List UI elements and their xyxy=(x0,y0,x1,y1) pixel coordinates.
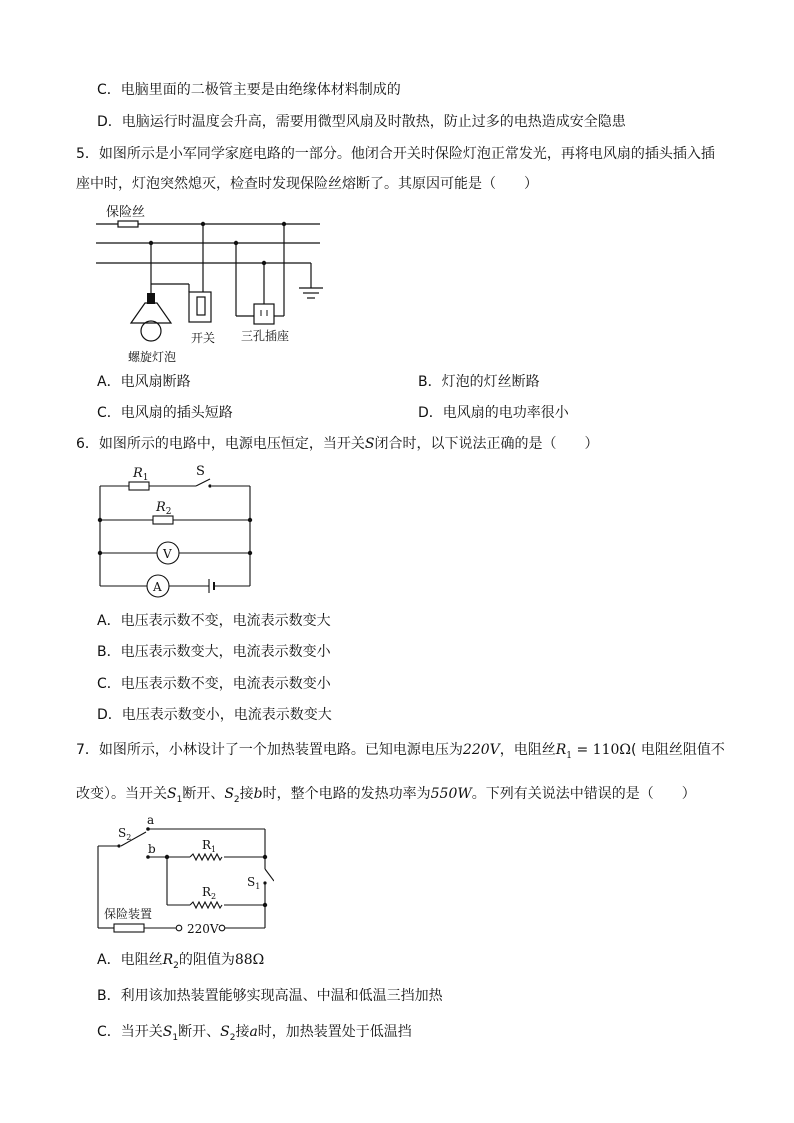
resistor-r2 xyxy=(153,516,173,524)
fuse-symbol xyxy=(118,221,138,227)
q7-option-b: B．利用该加热装置能够实现高温、中温和低温三挡加热 xyxy=(97,988,443,1004)
ammeter-label: A xyxy=(153,580,162,594)
bulb-shade xyxy=(131,303,171,323)
q7-stem-line1: 7．如图所示，小林设计了一个加热装置电路。已知电源电压为220V，电阻丝$R_1 = 110\Omega$( 电阻丝阻值不 xyxy=(76,742,725,761)
s1-label: $S_1$ xyxy=(247,875,261,891)
q6-circuit-diagram xyxy=(96,465,256,600)
q5-stem-line1: 5．如图所示是小军同学家庭电路的一部分。他闭合开关时保险灯泡正常发光，再将电风扇的插头插入插 xyxy=(76,146,715,162)
q5-circuit-diagram xyxy=(96,200,336,365)
r1-label: $R_1$ xyxy=(133,466,149,483)
q5-option-a: A．电风扇断路 xyxy=(97,374,191,390)
s2-label: $S_2$ xyxy=(118,826,132,842)
q6-option-d: D．电压表示数变小，电流表示数变大 xyxy=(97,707,332,723)
node-b-label: b xyxy=(148,842,156,856)
source-voltage-label: 220V xyxy=(187,922,219,936)
voltmeter-label: V xyxy=(163,547,172,561)
q5-option-c: C．电风扇的插头短路 xyxy=(97,405,233,421)
q5-option-d: D．电风扇的电功率很小 xyxy=(418,405,569,421)
q7-option-a: A．电阻丝$R_2$的阻值为88Ω xyxy=(97,952,265,971)
resistor-r1 xyxy=(129,482,149,490)
q4-option-d: D．电脑运行时温度会升高，需要用微型风扇及时散热，防止过多的电热造成安全隐患 xyxy=(97,114,626,130)
protection-device-label: 保险装置 xyxy=(104,907,153,921)
q5-stem-line2: 座中时，灯泡突然熄灭，检查时发现保险丝熔断了。其原因可能是（ ） xyxy=(76,176,538,192)
q6-stem: 6．如图所示的电路中，电源电压恒定，当开关S闭合时，以下说法正确的是（ ） xyxy=(76,436,599,452)
q7-stem-line2: 改变）。当开关$S_1$断开、$S_2$接b时，整个电路的发热功率为550W。下列有关说法中错误的是（ ） xyxy=(76,786,696,805)
socket-label: 三孔插座 xyxy=(241,329,290,343)
q6-option-b: B．电压表示数变大，电流表示数变小 xyxy=(97,644,331,660)
bulb-globe xyxy=(141,321,161,341)
switch-s xyxy=(196,479,210,486)
q6-option-a: A．电压表示数不变，电流表示数变大 xyxy=(97,613,331,629)
q7-option-c: C．当开关$S_1$断开、$S_2$接a时，加热装置处于低温挡 xyxy=(97,1024,412,1043)
three-pin-socket xyxy=(254,304,274,324)
resistor-r1 xyxy=(190,854,222,860)
s-label: S xyxy=(196,465,205,479)
fuse-label: 保险丝 xyxy=(106,205,146,220)
q7-circuit-diagram xyxy=(94,813,274,943)
switch-label: 开关 xyxy=(191,331,216,345)
node-a-label: a xyxy=(147,813,155,827)
q4-option-c: C．电脑里面的二极管主要是由绝缘体材料制成的 xyxy=(97,82,401,98)
r2-label: $R_2$ xyxy=(202,885,217,901)
switch-s1 xyxy=(265,869,274,881)
q6-option-c: C．电压表示数不变，电流表示数变小 xyxy=(97,676,331,692)
protection-device xyxy=(114,924,144,932)
q5-option-b: B．灯泡的灯丝断路 xyxy=(418,374,540,390)
bulb-label: 螺旋灯泡 xyxy=(128,350,177,364)
r1-label: $R_1$ xyxy=(202,838,217,854)
r2-label: $R_2$ xyxy=(156,500,172,517)
resistor-r2 xyxy=(190,902,222,908)
